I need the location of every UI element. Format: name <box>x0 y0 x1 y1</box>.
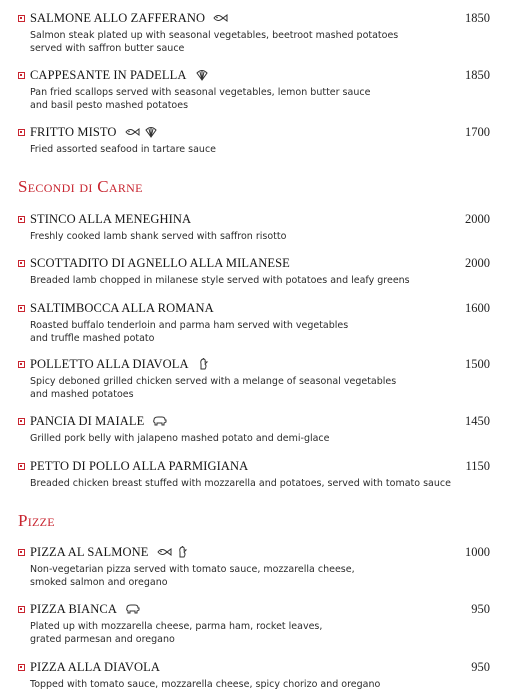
dish-price: 950 <box>471 660 490 674</box>
dish-price: 1150 <box>465 459 490 473</box>
dish-name: FRITTO MISTO <box>30 125 159 140</box>
menu-item <box>18 414 490 445</box>
bullet-icon <box>18 606 25 613</box>
dish-price: 950 <box>471 602 490 616</box>
bullet-icon <box>18 216 25 223</box>
menu-item <box>18 256 490 287</box>
dish-description: Pan fried scallops served with seasonal vegetables, lemon butter sauce and basil pesto mashed potatoes <box>30 87 371 111</box>
menu-item <box>18 11 490 55</box>
shellfish-icon <box>194 69 210 81</box>
dish-price: 1450 <box>465 414 490 428</box>
bullet-icon <box>18 664 25 671</box>
dish-description: Spicy deboned grilled chicken served with a melange of seasonal vegetables and mashed potatoes <box>30 376 397 400</box>
bullet-icon <box>18 129 25 136</box>
bullet-icon <box>18 361 25 368</box>
dish-name: PIZZA ALLA DIAVOLA <box>30 660 161 674</box>
dish-description: Freshly cooked lamb shank served with saffron risotto <box>30 231 287 242</box>
pig-icon <box>151 415 167 427</box>
bullet-icon <box>18 418 25 425</box>
dish-name: SCOTTADITO DI AGNELLO ALLA MILANESE <box>30 256 290 270</box>
dish-price: 1700 <box>465 125 490 139</box>
dish-name: PIZZA AL SALMONE <box>30 545 191 560</box>
dish-name: SALTIMBOCCA ALLA ROMANA <box>30 301 214 315</box>
bullet-icon <box>18 260 25 267</box>
menu-item <box>18 212 490 243</box>
dish-price: 2000 <box>465 212 490 226</box>
pig-icon <box>124 603 140 615</box>
dish-description: Salmon steak plated up with seasonal vegetables, beetroot mashed potatoes served with saffron butter sauce <box>30 30 399 54</box>
bullet-icon <box>18 549 25 556</box>
bullet-icon <box>18 72 25 79</box>
dish-description: Grilled pork belly with jalapeno mashed potato and demi-glace <box>30 433 330 444</box>
menu-item <box>18 357 490 401</box>
dish-name: CAPPESANTE IN PADELLA <box>30 68 210 83</box>
dish-price: 1850 <box>465 68 490 82</box>
menu-item <box>18 545 490 589</box>
dish-name: STINCO ALLA MENEGHINA <box>30 212 192 226</box>
dish-description: Non-vegetarian pizza served with tomato sauce, mozzarella cheese, smoked salmon and oregano <box>30 564 355 588</box>
shellfish-icon <box>143 126 159 138</box>
fish-icon <box>212 12 228 24</box>
menu-item <box>18 602 490 646</box>
bullet-icon <box>18 463 25 470</box>
fish-icon <box>156 546 172 558</box>
dish-price: 1000 <box>465 545 490 559</box>
section-heading: Pizze <box>18 511 55 530</box>
menu-item <box>18 459 490 490</box>
chicken-icon <box>196 358 212 370</box>
menu-item <box>18 660 490 691</box>
dish-description: Breaded chicken breast stuffed with mozzarella and potatoes, served with tomato sauce <box>30 478 451 489</box>
dish-price: 1500 <box>465 357 490 371</box>
dish-name: PETTO DI POLLO ALLA PARMIGIANA <box>30 459 249 473</box>
dish-description: Topped with tomato sauce, mozzarella cheese, spicy chorizo and oregano <box>30 679 381 690</box>
dish-price: 1600 <box>465 301 490 315</box>
dish-description: Plated up with mozzarella cheese, parma ham, rocket leaves, grated parmesan and oregano <box>30 621 323 645</box>
dish-price: 1850 <box>465 11 490 25</box>
dish-description: Breaded lamb chopped in milanese style served with potatoes and leafy greens <box>30 275 410 286</box>
chicken-icon <box>175 546 191 558</box>
dish-name: PIZZA BIANCA <box>30 602 140 617</box>
dish-description: Roasted buffalo tenderloin and parma ham served with vegetables and truffle mashed potato <box>30 320 349 344</box>
menu-item <box>18 301 490 345</box>
menu-item <box>18 68 490 112</box>
dish-price: 2000 <box>465 256 490 270</box>
fish-icon <box>124 126 140 138</box>
menu-item <box>18 125 490 156</box>
dish-name: PANCIA DI MAIALE <box>30 414 167 429</box>
dish-description: Fried assorted seafood in tartare sauce <box>30 144 217 155</box>
bullet-icon <box>18 15 25 22</box>
section-heading: Secondi di Carne <box>18 177 143 196</box>
bullet-icon <box>18 305 25 312</box>
dish-name: POLLETTO ALLA DIAVOLA <box>30 357 212 372</box>
dish-name: SALMONE ALLO ZAFFERANO <box>30 11 228 26</box>
